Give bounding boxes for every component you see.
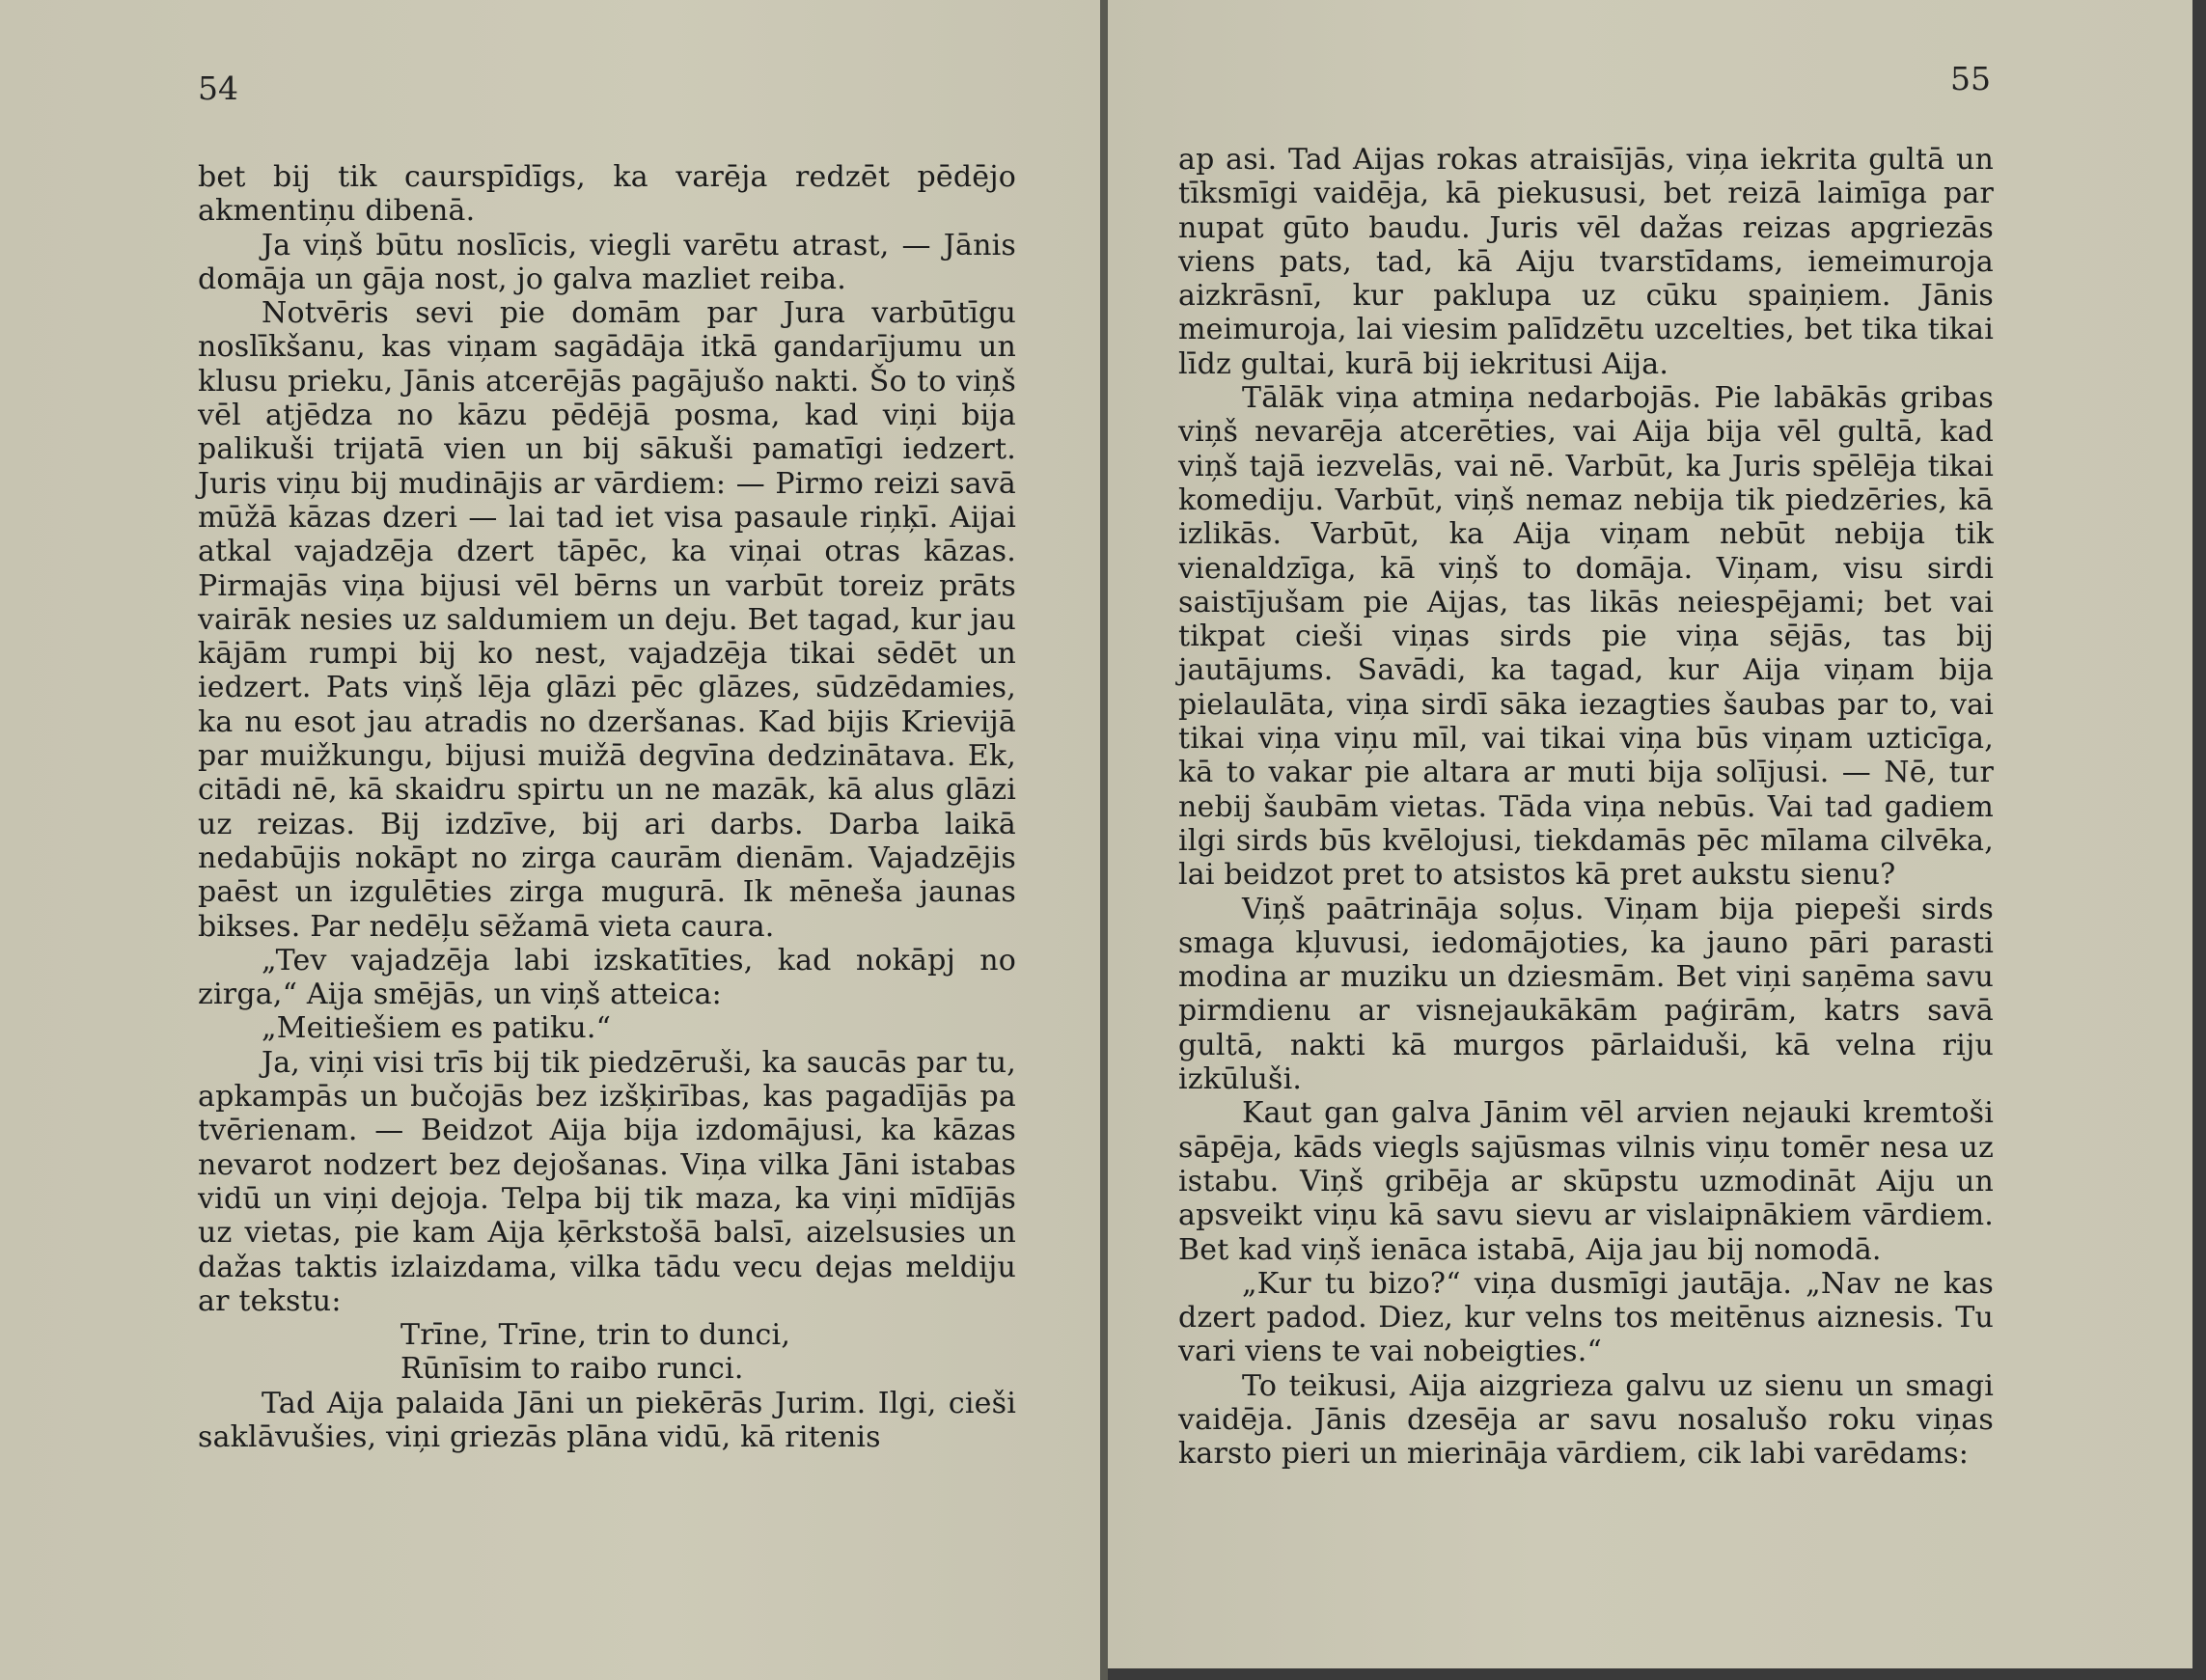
verse-line: Trīne, Trīne, trin to dunci, bbox=[400, 1318, 791, 1353]
verse-line: Rūnīsim to raibo runci. bbox=[400, 1352, 744, 1387]
paragraph: „Kur tu bizo?“ viņa dusmīgi jautāja. „Nav ne kas dzert padod. Diez, kur velns tos meitēnus aiznesis. Tu vari viens te vai nobeigties.“ bbox=[1178, 1266, 1994, 1369]
paragraph: To teikusi, Aija aizgrieza galvu uz sienu un smagi vaidēja. Jānis dzesēja ar savu nosalušo roku viņas karsto pieri un mierināja vārdiem, cik labi varēdams: bbox=[1178, 1368, 1994, 1472]
left-page bbox=[0, 0, 1102, 1680]
left-page-text bbox=[198, 160, 1016, 1454]
paragraph: „Meitiešiem es patiku.“ bbox=[262, 1011, 612, 1046]
right-page-text bbox=[1178, 143, 1994, 1472]
paragraph: Viņš paātrināja soļus. Viņam bija piepeši sirds smaga kļuvusi, iedomājoties, ka jauno pāri parasti modina ar muziku un dziesmām. Bet viņi saņēma savu pirmdienu ar visnejaukākām paģirām, katrs savā gultā, nakti kā murgos pārlaiduši, kā velna riju izkūluši. bbox=[1178, 892, 1994, 1097]
paragraph: Tad Aija palaida Jāni un piekērās Jurim. Ilgi, cieši saklāvušies, viņi griezās plāna vidū, kā ritenis bbox=[198, 1386, 1016, 1454]
song-verse bbox=[198, 1318, 1016, 1387]
paragraph: Kaut gan galva Jānim vēl arvien nejauki kremtoši sāpēja, kāds viegls sajūsmas vilnis viņu tomēr nesa uz istabu. Viņš gribēja ar skūpstu uzmodināt Aiju un apsveikt viņu kā savu sievu ar vislaipnākiem vārdiem. Bet kad viņš ienāca istabā, Aija jau bij nomodā. bbox=[1178, 1096, 1994, 1267]
page-number-left: 54 bbox=[198, 69, 238, 107]
paragraph: ap asi. Tad Aijas rokas atraisījās, viņa iekrita gultā un tīksmīgi vaidēja, kā piekususi, bet reizā laimīga par nupat gūto baudu. Juris vēl dažas reizas apgriezās viens pats, tad, kā Aiju tvarstīdams, iemeimuroja aizkrāsnī, kur paklupa uz cūku spaiņiem. Jānis meimuroja, lai viesim palīdzētu uzcelties, bet tika tikai līdz gultai, kurā bij iekritusi Aija. bbox=[1178, 143, 1994, 381]
paragraph: Ja viņš būtu noslīcis, viegli varētu atrast, — Jānis domāja un gāja nost, jo galva mazliet reiba. bbox=[198, 228, 1016, 296]
paragraph: Tālāk viņa atmiņa nedarbojās. Pie labākās gribas viņš nevarēja atcerēties, vai Aija bija vēl gultā, kad viņš tajā iezvelās, vai nē. Varbūt, ka Juris spēlēja tikai komediju. Varbūt, viņš nemaz nebija tik piedzēries, kā izlikās. Varbūt, ka Aija viņam nebūt nebija tik vienaldzīga, kā viņš to domāja. Viņam, visu sirdi saistījušam pie Aijas, tas likās neiespējami; bet vai tikpat cieši viņas sirds pie viņa sējās, tas bij jautājums. Savādi, ka tagad, kur Aija viņam bija pielaulāta, viņa sirdī sāka iezagties šaubas par to, vai tikai viņa viņu mīl, vai tikai viņa būs viņam uzticīga, kā to vakar pie altara ar muti bija solījusi. — Nē, tur nebij šaubām vietas. Tāda viņa nebūs. Vai tad gadiem ilgi sirds būs kvēlojusi, tiekdamās pēc mīlama cilvēka, lai beidzot pret to atsistos kā pret aukstu sienu? bbox=[1178, 381, 1994, 893]
page-number-right: 55 bbox=[1950, 60, 1991, 97]
paragraph: Ja, viņi visi trīs bij tik piedzēruši, ka saucās par tu, apkampās un bučojās bez izšķirības, kas pagadījās pa tvērienam. — Beidzot Aija bija izdomājusi, ka kāzas nevarot nodzert bez dejošanas. Viņa vilka Jāni istabas vidū un viņi dejoja. Telpa bij tik maza, ka viņi mīdījās uz vietas, pie kam Aija ķērkstošā balsī, aizelsusies un dažas taktis izlaizdama, vilka tādu vecu dejas meldiju ar tekstu: bbox=[198, 1045, 1016, 1318]
right-page bbox=[1108, 0, 2206, 1680]
paragraph: bet bij tik caurspīdīgs, ka varēja redzēt pēdējo akmentiņu dibenā. bbox=[198, 160, 1016, 229]
paragraph: Notvēris sevi pie domām par Jura varbūtīgu noslīkšanu, kas viņam sagādāja itkā gandarījumu un klusu prieku, Jānis atcerējās pagājušo nakti. Šo to viņš vēl atjēdza no kāzu pēdējā posma, kad viņi bija palikuši trijatā vien un bij sākuši pamatīgi iedzert. Juris viņu bij mudinājis ar vārdiem: — Pirmo reizi savā mūžā kāzas dzeri — lai tad iet visa pasaule riņķī. Aijai atkal vajadzēja dzert tāpēc, ka viņai otras kāzas. Pirmajās viņa bijusi vēl bērns un varbūt toreiz prāts vairāk nesies uz saldumiem un deju. Bet tagad, kur jau kājām rumpi bij ko nest, vajadzēja tikai sēdēt un iedzert. Pats viņš lēja glāzi pēc glāzes, sūdzēdamies, ka nu esot jau atradis no dzeršanas. Kad bijis Krievijā par muižkungu, bijusi muižā degvīna dedzinātava. Ek, citādi nē, kā skaidru spirtu un ne mazāk, kā alus glāzi uz reizas. Bij izdzīve, bij ari darbs. Darba laikā nedabūjis nokāpt no zirga caurām dienām. Vajadzējis paēst un izgulēties zirga mugurā. Ik mēneša jaunas bikses. Par nedēļu sēžamā vieta caura. bbox=[198, 296, 1016, 944]
paragraph: „Tev vajadzēja labi izskatīties, kad nokāpj no zirga,“ Aija smējās, un viņš atteica: bbox=[198, 943, 1016, 1012]
